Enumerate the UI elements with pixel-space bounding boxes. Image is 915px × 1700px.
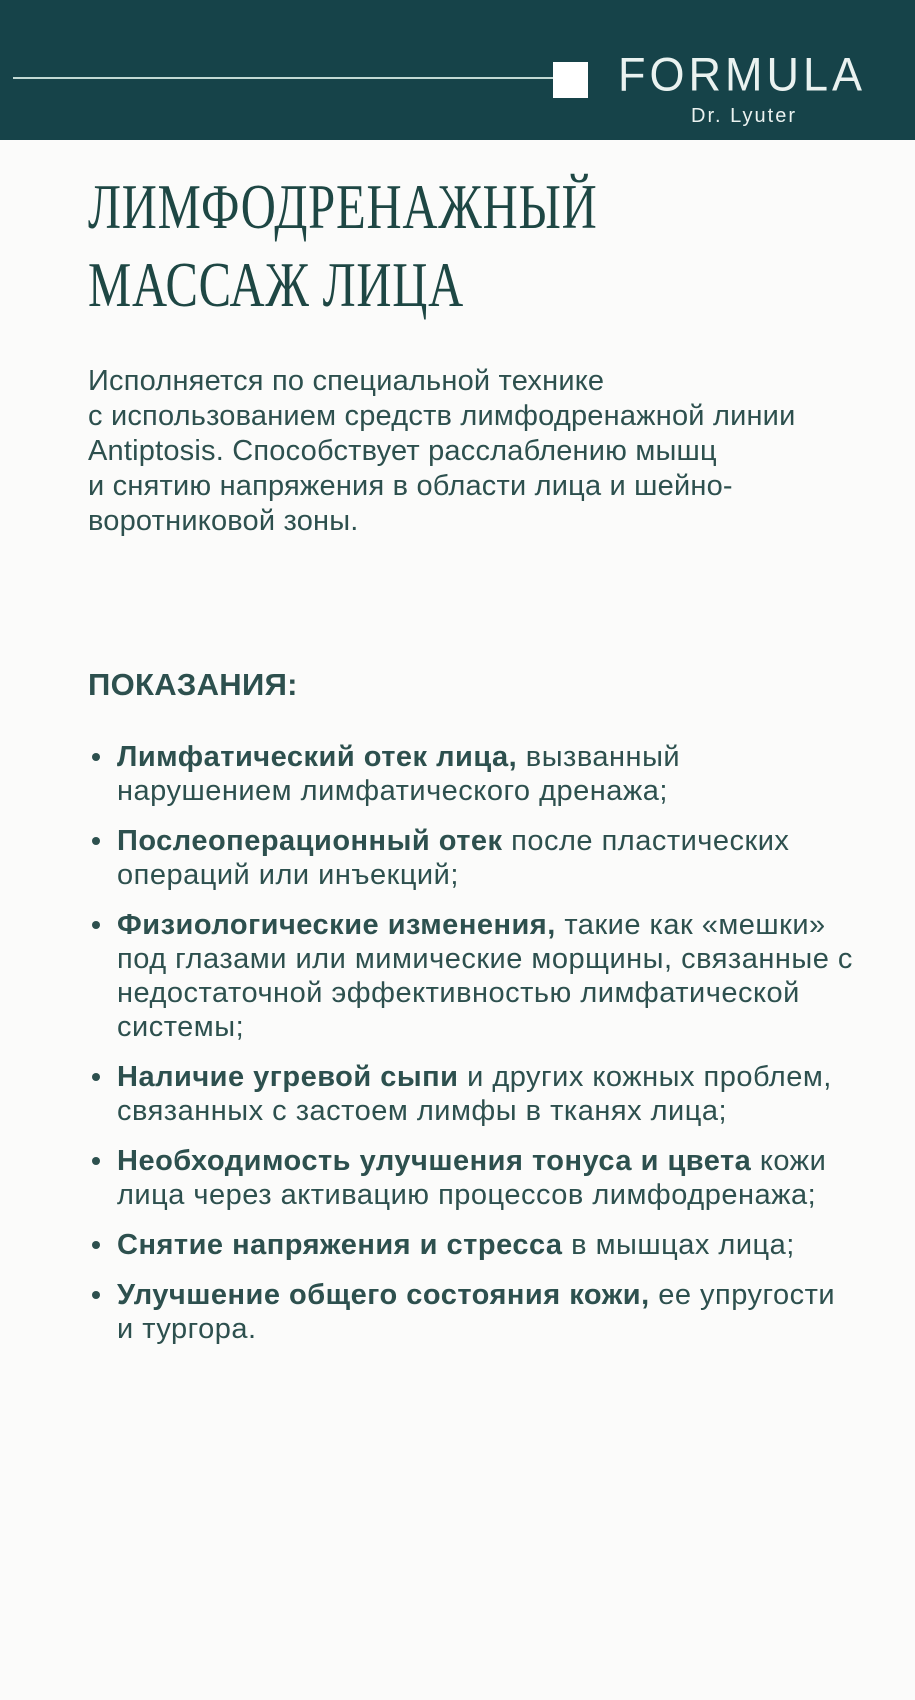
- intro-line: воротниковой зоны.: [88, 505, 359, 537]
- list-item-text: в мышцах лица;: [562, 1229, 795, 1261]
- brand-subtitle: Dr. Lyuter: [691, 105, 797, 127]
- list-item: [88, 1228, 855, 1262]
- list-item-text: кожи лица через активацию процессов лимфодренажа;: [117, 1145, 827, 1211]
- list-item-lead: Улучшение общего состояния кожи,: [117, 1279, 650, 1311]
- brand-square-mark-icon: [553, 62, 588, 98]
- intro-line: Исполняется по специальной технике: [88, 365, 605, 397]
- list-item-lead: Лимфатический отек лица,: [117, 741, 518, 773]
- bullet-icon: [92, 837, 100, 845]
- intro-line: с использованием средств лимфодренажной линии: [88, 400, 796, 432]
- list-item-lead: Наличие угревой сыпи: [117, 1061, 459, 1093]
- list-item-lead: Послеоперационный отек: [117, 825, 503, 857]
- page-title: [88, 140, 671, 324]
- list-item-text: ее упругости и тургора.: [117, 1279, 836, 1345]
- indications-heading: ПОКАЗАНИЯ:: [88, 667, 298, 702]
- intro-paragraph: [88, 364, 855, 539]
- list-item-lead: Физиологические изменения,: [117, 909, 556, 941]
- list-item: [88, 740, 855, 808]
- list-item-lead: Снятие напряжения и стресса: [117, 1229, 563, 1261]
- list-item-text: такие как «мешки» под глазами или мимические морщины, связанные с недостаточной эффективностью лимфатической системы;: [117, 909, 853, 1043]
- page-title-line-2: МАССАЖ ЛИЦА: [88, 249, 465, 320]
- flyer-content: [0, 140, 915, 1346]
- bullet-icon: [92, 1073, 100, 1081]
- indications-list: [88, 740, 855, 1346]
- list-item-text: и других кожных проблем, связанных с застоем лимфы в тканях лица;: [117, 1061, 832, 1127]
- list-item-lead: Необходимость улучшения тонуса и цвета: [117, 1145, 752, 1177]
- list-item: [88, 824, 855, 892]
- bullet-icon: [92, 753, 100, 761]
- bullet-icon: [92, 1241, 100, 1249]
- brand-name: FORMULA: [618, 46, 867, 101]
- bullet-icon: [92, 1291, 100, 1299]
- list-item: [88, 908, 855, 1044]
- intro-line: Antiptosis. Способствует расслаблению мышц: [88, 435, 717, 467]
- decorative-line: [13, 77, 553, 79]
- brand-header: [0, 0, 915, 140]
- bullet-icon: [92, 921, 100, 929]
- list-item-text: вызванный нарушением лимфатического дренажа;: [117, 741, 681, 807]
- bullet-icon: [92, 1157, 100, 1165]
- list-item: [88, 1144, 855, 1212]
- list-item: [88, 1278, 855, 1346]
- list-item: [88, 1060, 855, 1128]
- intro-line: и снятию напряжения в области лица и шейно-: [88, 470, 733, 502]
- page-title-line-1: ЛИМФОДРЕНАЖНЫЙ: [88, 171, 598, 242]
- list-item-text: после пластических операций или инъекций;: [117, 825, 790, 891]
